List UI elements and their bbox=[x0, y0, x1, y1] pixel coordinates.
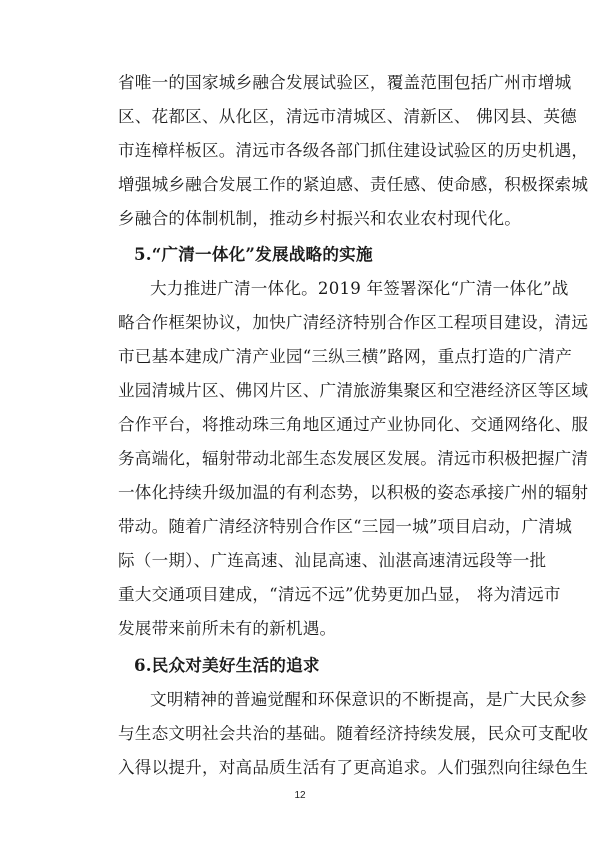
paragraph-line: 市已基本建成广清产业园“三纵三横”路网，重点打造的广清产 bbox=[118, 347, 573, 366]
paragraph-line: 增强城乡融合发展工作的紧迫感、责任感、使命感，积极探索城 bbox=[118, 175, 589, 194]
paragraph-line: 省唯一的国家城乡融合发展试验区，覆盖范围包括广州市增城 bbox=[118, 73, 572, 92]
paragraph-line: 重大交通项目建成，“清远不远”优势更加凸显， 将为清远市 bbox=[118, 585, 561, 604]
paragraph-line: 合作平台，将推动珠三角地区通过产业协同化、交通网络化、服 bbox=[118, 415, 589, 434]
page-number: 12 bbox=[294, 790, 306, 801]
section-heading-6: 6.民众对美好生活的追求 bbox=[134, 655, 320, 675]
paragraph-line: 发展带来前所未有的新机遇。 bbox=[118, 619, 337, 638]
paragraph-line: 业园清城片区、佛冈片区、广清旅游集聚区和空港经济区等区域 bbox=[118, 381, 589, 400]
paragraph-line: 一体化持续升级加温的有利态势，以积极的姿态承接广州的辐射 bbox=[118, 483, 589, 502]
paragraph-line: 大力推进广清一体化。2019 年签署深化“广清一体化”战 bbox=[150, 279, 569, 298]
paragraph-line: 带动。随着广清经济特别合作区“三园一城”项目启动，广清城 bbox=[118, 517, 573, 536]
paragraph-line: 乡融合的体制机制，推动乡村振兴和农业农村现代化。 bbox=[118, 209, 522, 228]
paragraph-line: 务高端化，辐射带动北部生态发展区发展。清远市积极把握广清 bbox=[118, 449, 589, 468]
paragraph-line: 文明精神的普遍觉醒和环保意识的不断提高，是广大民众参 bbox=[150, 690, 587, 709]
paragraph-line: 入得以提升，对高品质生活有了更高追求。人们强烈向往绿色生 bbox=[118, 758, 589, 777]
paragraph-line: 略合作框架协议，加快广清经济特别合作区工程项目建设，清远 bbox=[118, 313, 589, 332]
paragraph-line: 与生态文明社会共治的基础。随着经济持续发展，民众可支配收 bbox=[118, 724, 589, 743]
paragraph-line: 区、花都区、从化区，清远市清城区、清新区、 佛冈县、英德 bbox=[118, 107, 577, 126]
paragraph-line: 际（一期）、广连高速、汕昆高速、汕湛高速清远段等一批 bbox=[118, 551, 547, 570]
paragraph-line: 市连樟样板区。清远市各级各部门抓住建设试验区的历史机遇， bbox=[118, 141, 589, 160]
section-heading-5: 5.“广清一体化”发展战略的实施 bbox=[134, 244, 373, 264]
